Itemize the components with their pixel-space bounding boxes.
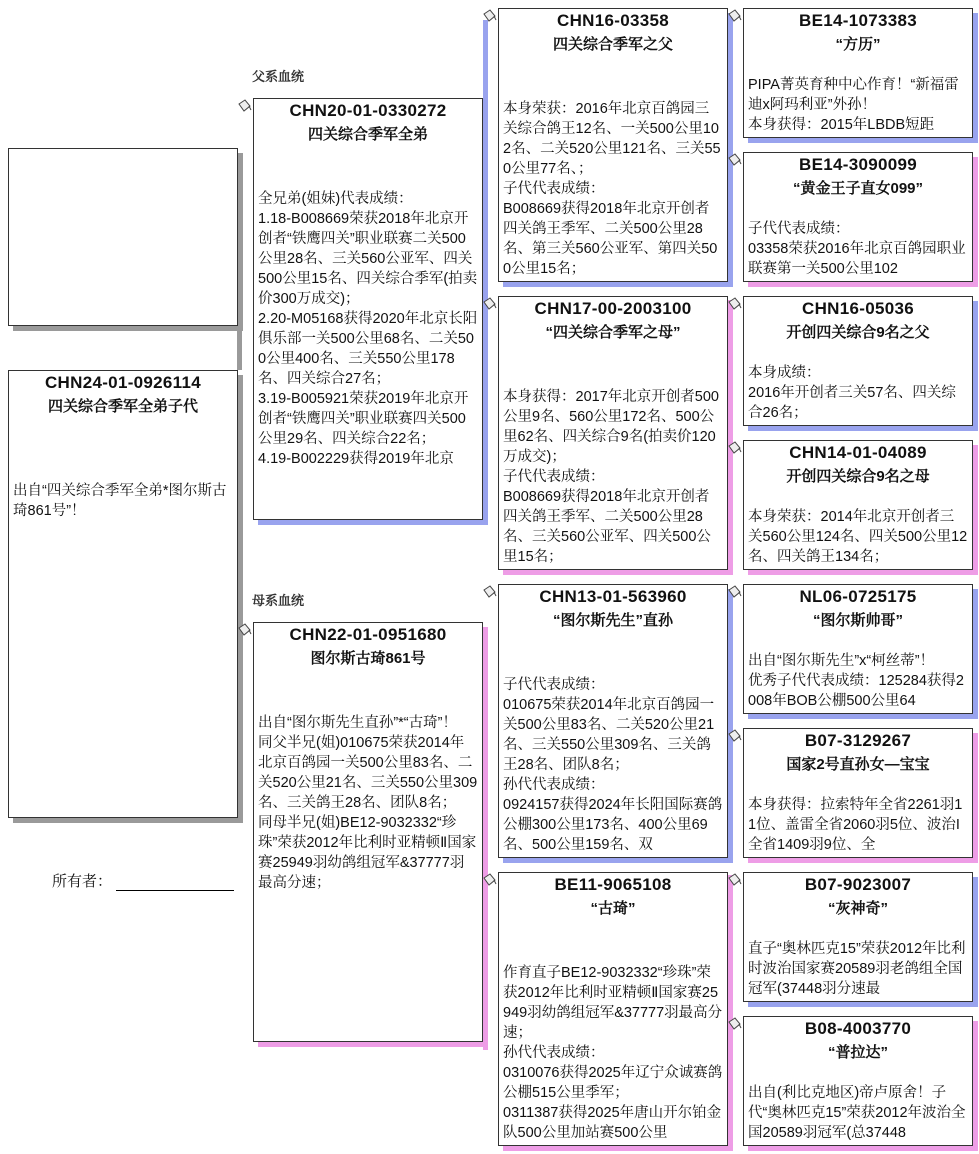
connector-line xyxy=(483,630,488,1050)
pigeon-notes: 出自“图尔斯先生”x“柯丝蒂”！ 优秀子代代表成绩：125284获得2008年BOB公棚500公里64 xyxy=(748,653,964,709)
photo-placeholder xyxy=(8,148,238,326)
pigeon-notes: 作育直子BE12-9032332“珍珠”荣获2012年比利时亚精顿Ⅱ国家赛25949羽幼鸽组冠军&37777羽最高分速； 孙代代表成绩： 0310076获得2025年辽宁众诚赛鸽公棚515公里季军； 0311387获得2025年唐山开尔铂金队500公里加站赛500公里 xyxy=(503,965,723,1141)
pigeon-name: 图尔斯古琦861号 xyxy=(310,650,426,667)
pigeon-notes: 本身获得：拉索特年全省2261羽11位、盖雷全省2060羽5位、波治I全省1409羽9位、全 xyxy=(748,797,963,853)
pigeon-name: “四关综合季军之母” xyxy=(545,324,681,341)
pigeon-notes: 全兄弟(姐妹)代表成绩： 1.18-B008669荣获2018年北京开创者“铁鹰四关”职业联赛二关500公里28名、三关560公亚军、四关500公里15名、四关综合季军(拍卖价300万成交)； 2.20-M05168获得2020年北京长阳俱乐部一关500公里68名、二关500公里400名、三关550公里178名、四关综合27名； 3.19-B005921荣获2019年北京开创者“铁鹰四关”职业联赛四关500公里29名、四关综合22名； 4.19-B002229获得2019年北京 xyxy=(258,191,478,467)
pigeon-name: 开创四关综合9名之母 xyxy=(786,468,930,485)
paternal-label: 父系血统 xyxy=(252,69,305,84)
owner-label: 所有者： xyxy=(52,873,113,890)
grandparent-card[interactable] xyxy=(498,296,728,570)
pigeon-notes: 直子“奥林匹克15”荣获2012年比利时波治国家赛20589羽老鸽组全国冠军(37448羽分速最 xyxy=(748,941,966,997)
pigeon-name: “方历” xyxy=(835,36,881,53)
ring-number: B07-9023007 xyxy=(804,875,912,894)
ring-number: B08-4003770 xyxy=(804,1019,912,1038)
paint-bucket-icon[interactable] xyxy=(726,8,742,24)
pigeon-name: 四关综合季军之父 xyxy=(552,36,673,53)
great-grandparent-card[interactable] xyxy=(743,440,973,570)
ring-number: NL06-0725175 xyxy=(799,587,917,606)
great-grandparent-card[interactable] xyxy=(743,1016,973,1146)
ring-number: CHN17-00-2003100 xyxy=(534,299,692,318)
pigeon-name: “古琦” xyxy=(590,900,636,917)
grandparent-card[interactable] xyxy=(498,872,728,1146)
pigeon-notes: 出自“四关综合季军全弟*图尔斯古琦861号”！ xyxy=(13,483,227,519)
owner-field[interactable] xyxy=(52,870,234,891)
ring-number: BE14-3090099 xyxy=(799,155,917,174)
ring-number: B07-3129267 xyxy=(804,731,912,750)
subject-card[interactable] xyxy=(8,370,238,818)
paint-bucket-icon[interactable] xyxy=(726,296,742,312)
great-grandparent-card[interactable] xyxy=(743,728,973,858)
great-grandparent-card[interactable] xyxy=(743,584,973,714)
paint-bucket-icon[interactable] xyxy=(726,152,742,168)
pigeon-notes: 子代代表成绩： 010675荣获2014年北京百鸽园一关500公里83名、二关520公里21名、三关550公里309名、三关鸽王28名、团队8名； 孙代代表成绩： 0924157获得2024年长阳国际赛鸽公棚300公里173名、400公里69名、500公里159名、双 xyxy=(503,677,723,853)
great-grandparent-card[interactable] xyxy=(743,296,973,426)
ring-number: CHN14-01-04089 xyxy=(789,443,927,462)
ring-number: CHN24-01-0926114 xyxy=(44,373,201,392)
pigeon-notes: 本身获得：2017年北京开创者500公里9名、560公里172名、500公里62名、四关综合9名(拍卖价120万成交)； 子代代表成绩： B008669获得2018年北京开创者四关鸽王季军、二关500公里28名、三关560公亚军、四关500公里15名； xyxy=(503,389,719,565)
maternal-label: 母系血统 xyxy=(252,593,305,608)
paint-bucket-icon[interactable] xyxy=(726,872,742,888)
pigeon-name: 国家2号直孙女—宝宝 xyxy=(786,756,930,773)
ring-number: CHN22-01-0951680 xyxy=(289,625,447,644)
pigeon-notes: 本身荣获：2014年北京开创者三关560公里124名、四关500公里12名、四关鸽王134名； xyxy=(748,509,968,565)
connector-line xyxy=(483,20,488,520)
ring-number: CHN20-01-0330272 xyxy=(289,101,447,120)
pigeon-name: “灰神奇” xyxy=(827,900,888,917)
ring-number: CHN13-01-563960 xyxy=(539,587,687,606)
connector-line xyxy=(237,326,242,370)
great-grandparent-card[interactable] xyxy=(743,872,973,1002)
ring-number: BE11-9065108 xyxy=(554,875,672,894)
paint-bucket-icon[interactable] xyxy=(726,1016,742,1032)
paint-bucket-icon[interactable] xyxy=(236,622,252,638)
owner-blank[interactable] xyxy=(116,875,234,891)
pigeon-notes: 出自“图尔斯先生直孙”*“古琦”！ 同父半兄(姐)010675荣获2014年北京百鸽园一关500公里83名、二关520公里21名、三关550公里309名、三关鸽王28名、团队8名； 同母半兄(姐)BE12-9032332“珍珠”荣获2012年比利时亚精顿Ⅱ国家赛25949羽幼鸽组冠军&37777羽最高分速； xyxy=(258,715,478,891)
pigeon-notes: PIPA菁英育种中心作育！“新福雷迪x阿玛利亚”外孙！ 本身获得：2015年LBDB短距 xyxy=(748,77,959,133)
pigeon-name: “黄金王子直女099” xyxy=(792,180,924,197)
pigeon-name: “图尔斯帅哥” xyxy=(812,612,903,629)
ring-number: CHN16-05036 xyxy=(802,299,914,318)
pigeon-name: “图尔斯先生”直孙 xyxy=(552,612,673,629)
paint-bucket-icon[interactable] xyxy=(236,98,252,114)
pigeon-notes: 本身成绩： 2016年开创者三关57名、四关综合26名； xyxy=(748,365,956,421)
grandparent-card[interactable] xyxy=(498,8,728,282)
paint-bucket-icon[interactable] xyxy=(481,872,497,888)
paint-bucket-icon[interactable] xyxy=(481,584,497,600)
pigeon-notes: 出自(利比克地区)帝卢原舍！子代“奥林匹克15”荣获2012年波治全国20589羽冠军(总37448 xyxy=(748,1085,966,1141)
grandparent-card[interactable] xyxy=(498,584,728,858)
paint-bucket-icon[interactable] xyxy=(726,440,742,456)
pigeon-name: 四关综合季军全弟子代 xyxy=(47,398,198,415)
ring-number: BE14-1073383 xyxy=(799,11,917,30)
paint-bucket-icon[interactable] xyxy=(481,8,497,24)
pigeon-notes: 子代代表成绩： 03358荣获2016年北京百鸽园职业联赛第一关500公里102 xyxy=(748,221,966,277)
ring-number: CHN16-03358 xyxy=(557,11,669,30)
paint-bucket-icon[interactable] xyxy=(481,296,497,312)
pigeon-name: 四关综合季军全弟 xyxy=(307,126,428,143)
pigeon-name: “普拉达” xyxy=(827,1044,888,1061)
great-grandparent-card[interactable] xyxy=(743,152,973,282)
sire-card[interactable] xyxy=(253,98,483,520)
pigeon-name: 开创四关综合9名之父 xyxy=(786,324,930,341)
paint-bucket-icon[interactable] xyxy=(726,728,742,744)
great-grandparent-card[interactable] xyxy=(743,8,973,138)
paint-bucket-icon[interactable] xyxy=(726,584,742,600)
dam-card[interactable] xyxy=(253,622,483,1042)
pigeon-notes: 本身荣获：2016年北京百鸽园三关综合鸽王12名、一关500公里102名、二关520公里121名、三关550公里77名、； 子代代表成绩： B008669获得2018年北京开创者四关鸽王季军、二关500公里28名、第三关560公亚军、第四关500公里15名； xyxy=(503,101,721,277)
